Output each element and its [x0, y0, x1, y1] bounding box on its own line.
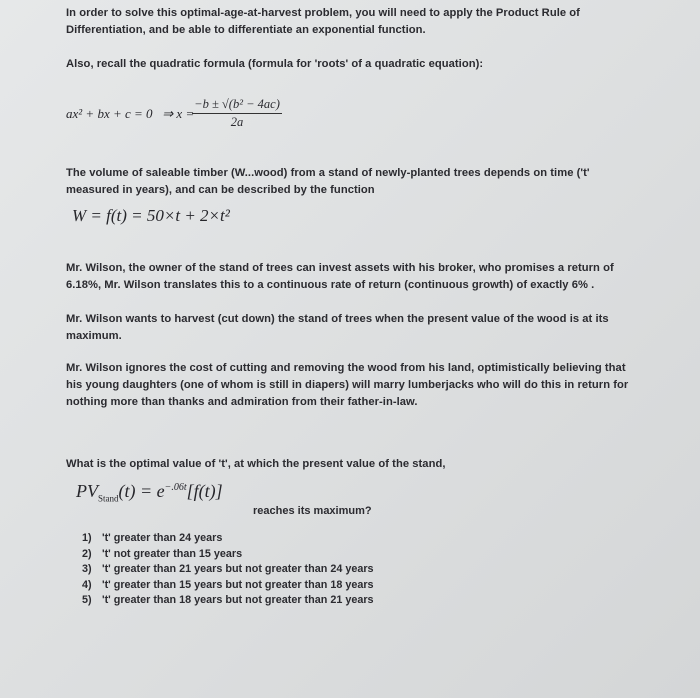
harvest-text: Mr. Wilson wants to harvest (cut down) the stand of trees when the present value of the wood is at its maximum. [66, 313, 609, 342]
question-text: What is the optimal value of 't', at which the present value of the stand, [66, 458, 446, 470]
volume-text: The volume of saleable timber (W...wood) from a stand of newly-planted trees depends on time ('t' measured in years), and can be described by the function [66, 167, 590, 196]
quadratic-equation: ax² + bx + c = 0 [66, 106, 153, 121]
implies-symbol: ⇒ x = [162, 106, 195, 121]
answer-option: 5) 't' greater than 18 years but not greater than 21 years [82, 594, 374, 606]
present-value-function: $PV_{Stand}(t) = e^{-.06t}[f(t)]$ [76, 481, 223, 504]
quadratic-denominator: 2a [230, 115, 244, 129]
intro-text: In order to solve this optimal-age-at-harvest problem, you will need to apply the Product Rule of Differentiation, and be able to differentiate an exponential function. [66, 7, 580, 36]
reaches-maximum-text: reaches its maximum? [253, 505, 372, 517]
answer-option: 2) 't' not greater than 15 years [82, 547, 243, 560]
answer-option: 3) 't' greater than 21 years but not greater than 24 years [82, 563, 374, 575]
quadratic-recall-text: Also, recall the quadratic formula (formula for 'roots' of a quadratic equation): [66, 58, 484, 70]
answer-option: 1) 't' greater than 24 years [82, 532, 223, 544]
quadratic-numerator: −b ± √(b² − 4ac) [192, 97, 282, 114]
quadratic-fraction [192, 97, 282, 130]
broker-text: Mr. Wilson, the owner of the stand of trees can invest assets with his broker, who promises a return of 6.18%, Mr. Wilson translates this to a continuous rate of return (continuous growth) of exactly 6% . [66, 262, 614, 291]
ignores-cost-text: Mr. Wilson ignores the cost of cutting and removing the wood from his land, optimistically believing that his young daughters (one of whom is still in diapers) will marry lumberjacks who will do this in return for nothing more than thanks and admiration from their father-in-law. [66, 362, 629, 408]
volume-function: W = f(t) = 50×t + 2×t² [72, 206, 230, 225]
answer-options [82, 531, 462, 609]
answer-option: 4) 't' greater than 15 years but not greater than 18 years [82, 578, 374, 591]
